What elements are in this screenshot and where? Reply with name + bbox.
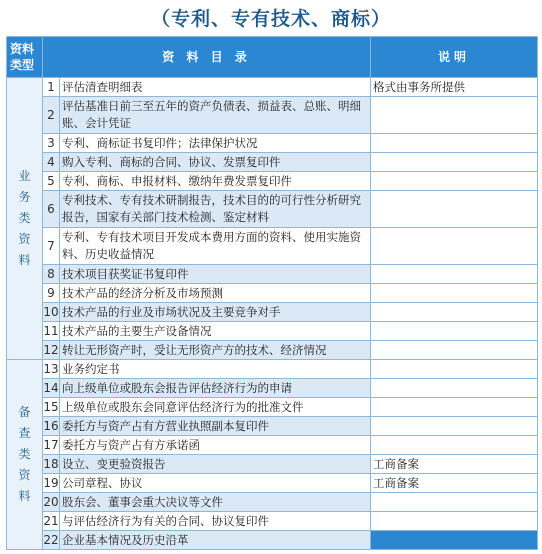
table-row [7, 303, 538, 322]
row-item: 上级单位或股东会同意评估经济行为的批准文件 [60, 398, 371, 417]
row-number: 3 [43, 134, 60, 153]
row-number: 16 [43, 417, 60, 436]
row-number: 18 [43, 455, 60, 474]
row-item: 企业基本情况及历史沿革 [60, 531, 371, 550]
category-business [7, 78, 43, 360]
row-number: 14 [43, 379, 60, 398]
row-item: 向上级单位或股东会报告评估经济行为的申请 [60, 379, 371, 398]
row-number: 8 [43, 265, 60, 284]
row-item: 技术产品的经济分析及市场预测 [60, 284, 371, 303]
table-row [7, 228, 538, 265]
row-note [371, 436, 538, 455]
table-row [7, 474, 538, 493]
row-note [371, 97, 538, 134]
row-item: 与评估经济行为有关的合同、协议复印件 [60, 512, 371, 531]
row-note [371, 360, 538, 379]
row-item: 股东会、董事会重大决议等文件 [60, 493, 371, 512]
row-item: 技术产品的行业及市场状况及主要竞争对手 [60, 303, 371, 322]
row-item: 专利、专有技术项目开发成本费用方面的资料、使用实施资料、历史收益情况 [60, 228, 371, 265]
table-row [7, 284, 538, 303]
table-row [7, 265, 538, 284]
row-number: 13 [43, 360, 60, 379]
row-number: 2 [43, 97, 60, 134]
category-reference [7, 360, 43, 550]
row-number: 12 [43, 341, 60, 360]
row-item: 委托方与资产占有方营业执照副本复印件 [60, 417, 371, 436]
row-number: 1 [43, 78, 60, 97]
page-title: （专利、专有技术、商标） [150, 8, 391, 30]
row-note [371, 265, 538, 284]
category-label: 备查类资料 [18, 405, 31, 503]
row-note [371, 512, 538, 531]
table-row [7, 322, 538, 341]
header-type: 资料类型 [7, 37, 43, 78]
table-row [7, 417, 538, 436]
row-item: 评估清查明细表 [60, 78, 371, 97]
table-row [7, 531, 538, 550]
row-item: 专利、商标、申报材料、缴纳年费发票复印件 [60, 172, 371, 191]
row-item: 购入专利、商标的合同、协议、发票复印件 [60, 153, 371, 172]
table-row [7, 493, 538, 512]
row-note [371, 398, 538, 417]
row-note [371, 379, 538, 398]
table-body [7, 78, 538, 550]
table-row [7, 436, 538, 455]
row-item: 技术项目获奖证书复印件 [60, 265, 371, 284]
row-item: 设立、变更验资报告 [60, 455, 371, 474]
table-row [7, 360, 538, 379]
row-number: 21 [43, 512, 60, 531]
table-row [7, 172, 538, 191]
materials-table [6, 36, 538, 550]
table-row [7, 341, 538, 360]
row-number: 20 [43, 493, 60, 512]
row-number: 15 [43, 398, 60, 417]
table-row [7, 455, 538, 474]
row-note [371, 153, 538, 172]
row-note [371, 531, 538, 550]
row-note [371, 172, 538, 191]
row-number: 11 [43, 322, 60, 341]
header-catalog: 资 料 目 录 [43, 37, 371, 78]
row-number: 9 [43, 284, 60, 303]
row-note: 工商备案 [371, 474, 538, 493]
row-item: 专利技术、专有技术研制报告，技术目的的可行性分析研究报告，国家有关部门技术检测、鉴定材料 [60, 191, 371, 228]
row-note [371, 228, 538, 265]
row-item: 评估基准日前三至五年的资产负债表、损益表、总账、明细账、会计凭证 [60, 97, 371, 134]
row-item: 转让无形资产时，受让无形资产方的技术、经济情况 [60, 341, 371, 360]
table-row [7, 134, 538, 153]
row-number: 6 [43, 191, 60, 228]
row-item: 专利、商标证书复印件；法律保护状况 [60, 134, 371, 153]
table-row [7, 78, 538, 97]
header-note: 说明 [371, 37, 538, 78]
row-note [371, 322, 538, 341]
table-row [7, 191, 538, 228]
table-row [7, 153, 538, 172]
row-note [371, 341, 538, 360]
row-number: 7 [43, 228, 60, 265]
row-item: 委托方与资产占有方承诺函 [60, 436, 371, 455]
row-note [371, 493, 538, 512]
table-row [7, 512, 538, 531]
row-number: 4 [43, 153, 60, 172]
row-note: 格式由事务所提供 [371, 78, 538, 97]
row-note [371, 303, 538, 322]
row-number: 5 [43, 172, 60, 191]
row-item: 公司章程、协议 [60, 474, 371, 493]
table-header-row [7, 37, 538, 78]
row-number: 10 [43, 303, 60, 322]
table-row [7, 97, 538, 134]
category-label: 业务类资料 [18, 169, 31, 267]
row-note [371, 134, 538, 153]
row-note [371, 284, 538, 303]
row-number: 19 [43, 474, 60, 493]
row-item: 技术产品的主要生产设备情况 [60, 322, 371, 341]
row-note: 工商备案 [371, 455, 538, 474]
row-note [371, 417, 538, 436]
row-number: 17 [43, 436, 60, 455]
table-row [7, 398, 538, 417]
row-item: 业务约定书 [60, 360, 371, 379]
table-row [7, 379, 538, 398]
row-note [371, 191, 538, 228]
row-number: 22 [43, 531, 60, 550]
